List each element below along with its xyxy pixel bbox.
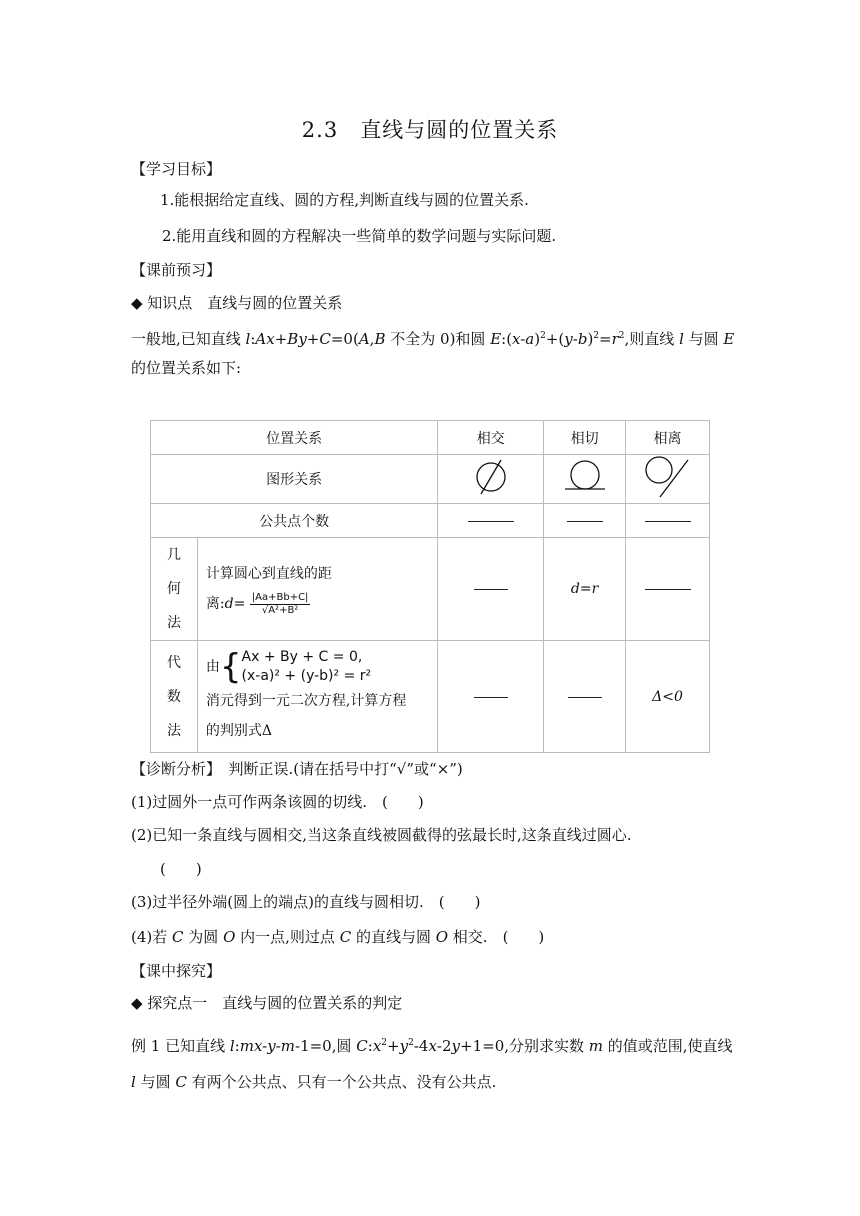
header-tangent: 相切 [544,421,626,455]
intro-paragraph-line2: 的位置关系如下: [131,359,242,377]
section-objectives: 【学习目标】 [131,160,222,178]
algebraic-method-desc: 由{ Ax + By + C = 0, (x-a)² + (y-b)² = r² 消元得到一元二次方程,计算方程 的判别式Δ [197,641,437,753]
objective-2: 2.能用直线和圆的方程解决一些简单的数学问题与实际问题. [162,227,557,245]
separate-diagram-icon [642,455,694,499]
graph-separate [626,455,710,504]
header-intersect: 相交 [438,421,544,455]
points-intersect [438,504,544,538]
geometric-method-label: 几 何 法 [151,538,198,641]
geo-separate [626,538,710,641]
blank-line [468,520,514,522]
tangent-diagram-icon [563,457,607,497]
points-separate [626,504,710,538]
question-3: (3)过半径外端(圆上的端点)的直线与圆相切. ( ) [131,893,481,911]
intersect-diagram-icon [471,457,511,497]
alg-separate: Δ<0 [626,641,710,753]
table-row [151,455,710,504]
example-1-line2: l 与圆 C 有两个公共点、只有一个公共点、没有公共点. [131,1073,497,1091]
table-row [151,641,710,753]
section-preview: 【课前预习】 [131,261,222,279]
blank-line [645,520,691,522]
question-1: (1)过圆外一点可作两条该圆的切线. ( ) [131,793,424,811]
relation-table [150,420,710,753]
diagnosis-heading: 【诊断分析】 判断正误.(请在括号中打“√”或“×”) [131,760,463,778]
header-relation: 位置关系 [151,421,438,455]
knowledge-heading: ◆ 知识点 直线与圆的位置关系 [131,294,343,312]
graph-intersect [438,455,544,504]
question-2-paren: ( ) [160,860,202,878]
points-tangent [544,504,626,538]
graph-tangent [544,455,626,504]
geo-intersect [438,538,544,641]
graph-label: 图形关系 [151,455,438,504]
blank-line [645,588,691,590]
question-4: (4)若 C 为圆 O 内一点,则过点 C 的直线与圆 O 相交. ( ) [131,928,545,946]
intro-paragraph: 一般地,已知直线 l:Ax+By+C=0(A,B 不全为 0)和圆 $E:(x-a)^2+(y-b)^2=r^2$,则直线 l 与圆 E [131,330,735,348]
geo-tangent: d=r [544,538,626,641]
alg-tangent [544,641,626,753]
table-row [151,538,710,641]
distance-formula: $\frac{|Aa+Bb+C|}{\text{√A²+B²}}$ [251,591,309,616]
objective-1: 1.能根据给定直线、圆的方程,判断直线与圆的位置关系. [160,191,529,209]
blank-line [568,696,602,698]
example-1: 例 1 已知直线 l:mx-y-m-1=0,圆 $C:x^2+y^2-4x-2y+1=0$,分别求实数 m 的值或范围,使直线 [131,1037,733,1055]
blank-line [474,588,508,590]
table-row [151,421,710,455]
equation-system: Ax + By + C = 0, (x-a)² + (y-b)² = r² [241,648,372,684]
question-2: (2)已知一条直线与圆相交,当这条直线被圆截得的弦最长时,这条直线过圆心. [131,826,632,844]
blank-line [474,696,508,698]
blank-line [567,520,603,522]
points-label: 公共点个数 [151,504,438,538]
algebraic-method-label: 代 数 法 [151,641,198,753]
geometric-method-desc: 计算圆心到直线的距 离:d= $\frac{|Aa+Bb+C|}{\text{√A²+B²}}$ [197,538,437,641]
header-separate: 相离 [626,421,710,455]
alg-intersect [438,641,544,753]
page-title: 2.3 直线与圆的位置关系 [301,118,559,142]
section-explore: 【课中探究】 [131,962,222,980]
explore-heading: ◆ 探究点一 直线与圆的位置关系的判定 [131,994,403,1012]
table-row [151,504,710,538]
